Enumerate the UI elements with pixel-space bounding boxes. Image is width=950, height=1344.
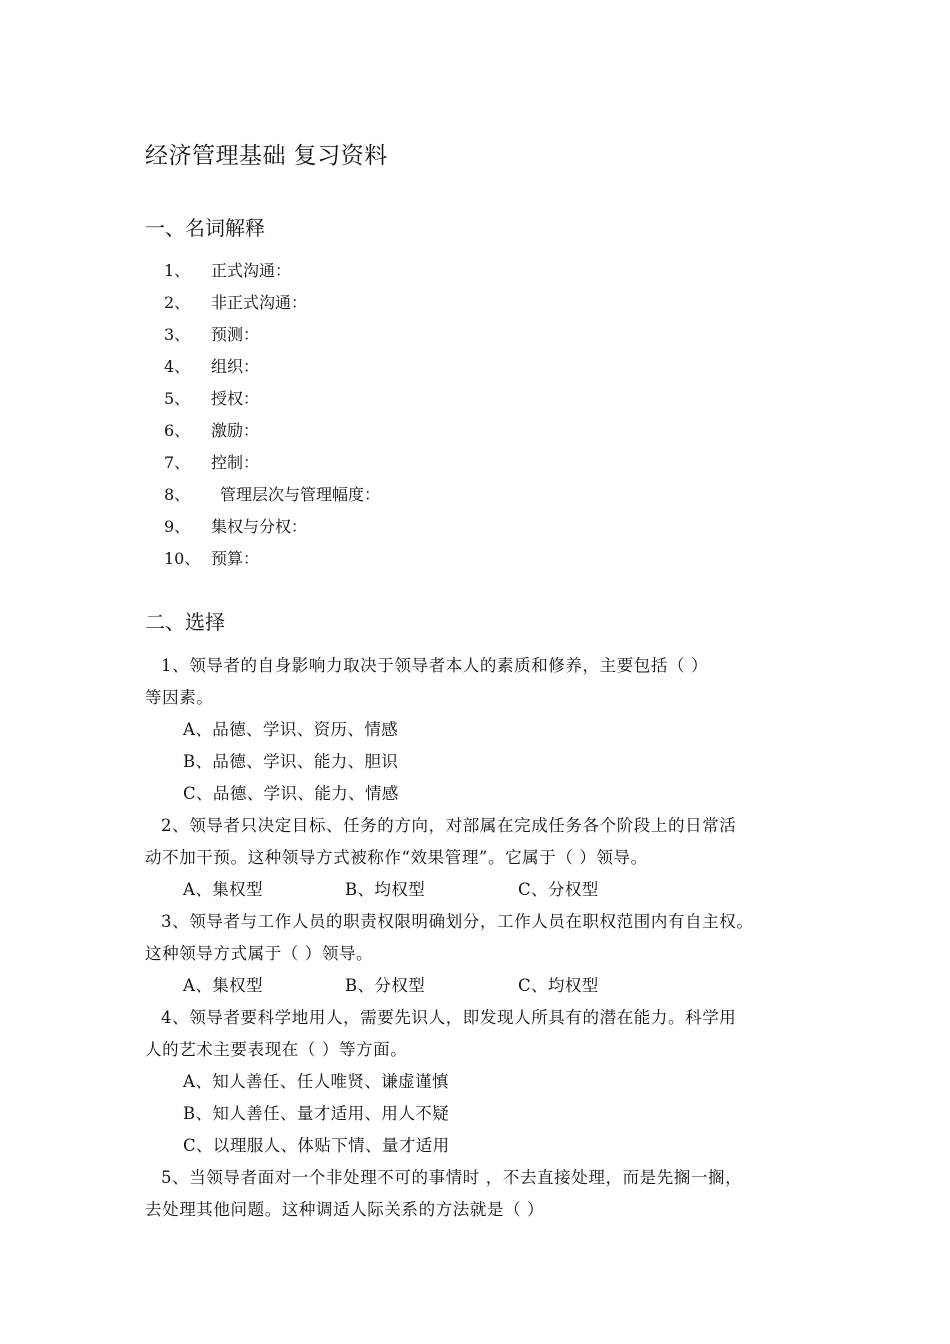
question-text: 动不加干预。这种领导方式被称作“效果管理”。它属于（ ）领导。 [145,848,648,867]
question-text: 3、领导者与工作人员的职责权限明确划分，工作人员在职权范围内有自主权。 [161,912,754,931]
question-option: B、知人善任、量才适用、用人不疑 [183,1104,450,1123]
term-number: 2、 [164,293,191,312]
document-title: 经济管理基础 复习资料 [145,143,388,169]
term-text: 授权： [211,389,260,408]
question-option: C、以理服人、体贴下情、量才适用 [183,1136,450,1155]
term-text: 控制： [211,453,260,472]
question-text: 5、当领导者面对一个非处理不可的事情时 ，不去直接处理，而是先搁一搁， [161,1168,743,1187]
term-number: 9、 [164,517,191,536]
term-number: 4、 [164,357,191,376]
term-text: 组织： [211,357,260,376]
question-text: 去处理其他问题。这种调适人际关系的方法就是（ ） [145,1200,545,1219]
question-option: B、均权型 [345,880,426,899]
question-option: C、均权型 [518,976,599,995]
question-text: 1、领导者的自身影响力取决于领导者本人的素质和修养，主要包括（ ） [161,656,709,675]
question-option: A、品德、学识、资历、情感 [183,720,399,739]
term-text: 预算： [211,549,260,568]
question-option: B、分权型 [345,976,426,995]
section-heading-choice: 二、选择 [145,610,225,634]
term-number: 1、 [164,261,191,280]
term-text: 预测： [211,325,260,344]
question-option: C、分权型 [518,880,599,899]
question-text: 等因素。 [145,688,214,707]
question-text: 这种领导方式属于（ ）领导。 [145,944,374,963]
term-number: 5、 [164,389,191,408]
term-text: 集权与分权： [211,517,308,536]
question-option: A、集权型 [183,976,263,995]
term-number: 10、 [164,549,201,568]
question-option: C、品德、学识、能力、情感 [183,784,399,803]
term-text: 正式沟通： [211,261,292,280]
term-text: 非正式沟通： [211,293,308,312]
question-option: A、知人善任、任人唯贤、谦虚谨慎 [183,1072,449,1091]
term-number: 8、 [164,485,191,504]
term-number: 7、 [164,453,191,472]
question-text: 2、领导者只决定目标、任务的方向，对部属在完成任务各个阶段上的日常活 [161,816,737,835]
question-option: A、集权型 [183,880,263,899]
term-number: 6、 [164,421,191,440]
term-text: 管理层次与管理幅度： [220,485,381,504]
section-heading-terms: 一、名词解释 [145,216,265,240]
term-text: 激励： [211,421,260,440]
term-number: 3、 [164,325,191,344]
question-option: B、品德、学识、能力、胆识 [183,752,399,771]
question-text: 4、领导者要科学地用人，需要先识人，即发现人所具有的潜在能力。科学用 [161,1008,737,1027]
question-text: 人的艺术主要表现在（ ）等方面。 [145,1040,408,1059]
